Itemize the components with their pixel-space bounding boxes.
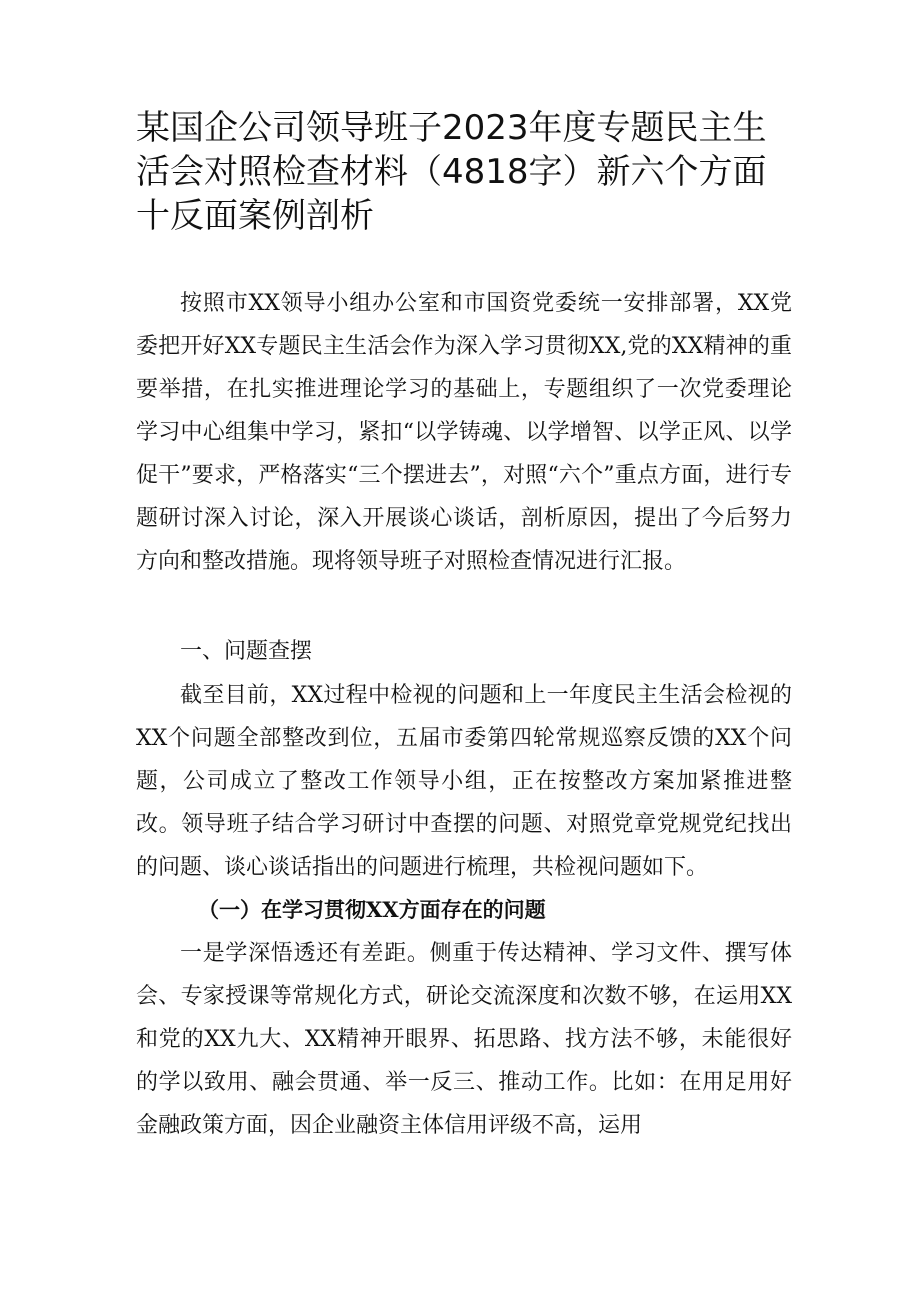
- intro-paragraph: 按照市XX领导小组办公室和市国资党委统一安排部署，XX党委把开好XX专题民主生活会作为深入学习贯彻XX,党的XX精神的重要举措，在扎实推进理论学习的基础上，专题组织了一次党委理论学习中心组集中学习，紧扣“以学铸魂、以学增智、以学正风、以学促干”要求，严格落实“三个摆进去”，对照“六个”重点方面，进行专题研讨深入讨论，深入开展谈心谈话，剖析原因，提出了今后努力方向和整改措施。现将领导班子对照检查情况进行汇报。: [136, 291, 792, 574]
- document-title: 某国企公司领导班子2023年度专题民主生活会对照检查材料（4818字）新六个方面十反面案例剖析: [136, 108, 767, 236]
- subsection-body-paragraph: 一是学深悟透还有差距。侧重于传达精神、学习文件、撰写体会、专家授课等常规化方式，研论交流深度和次数不够，在运用XX和党的XX九大、XX精神开眼界、拓思路、找方法不够，未能很好的学以致用、融会贯通、举一反三、推动工作。比如：在用足用好金融政策方面，因企业融资主体信用评级不高，运用: [136, 941, 792, 1138]
- section-heading-problems: 一、问题查摆: [180, 639, 313, 664]
- subsection-heading-study: （一）在学习贯彻XX方面存在的问题: [198, 897, 546, 922]
- section-body-paragraph: 截至目前，XX过程中检视的问题和上一年度民主生活会检视的XX个问题全部整改到位，五届市委第四轮常规巡察反馈的XX个问题，公司成立了整改工作领导小组，正在按整改方案加紧推进整改。领导班子结合学习研讨中查摆的问题、对照党章党规党纪找出的问题、谈心谈话指出的问题进行梳理，共检视问题如下。: [136, 683, 792, 880]
